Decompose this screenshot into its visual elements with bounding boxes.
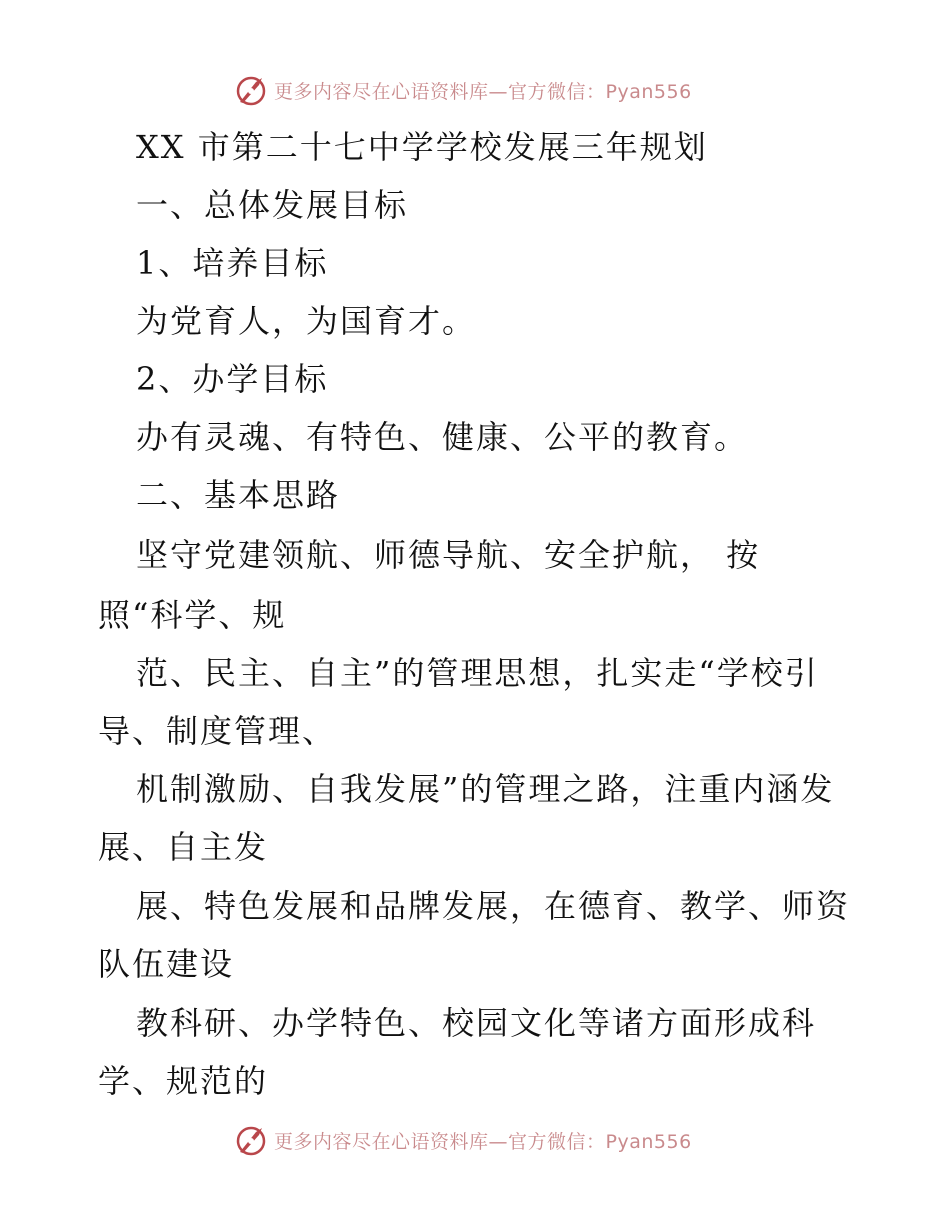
paragraph-line: 学、规范的 xyxy=(98,1062,269,1100)
paragraph-line: 照“科学、规 xyxy=(98,596,287,634)
watermark-banner-top xyxy=(234,72,692,108)
heading-overall-goals: 一、总体发展目标 xyxy=(136,186,409,224)
pen-logo-icon xyxy=(234,1122,270,1158)
paragraph-line: 队伍建设 xyxy=(98,945,235,983)
paragraph-line: 教科研、办学特色、校园文化等诸方面形成科 xyxy=(136,1004,817,1042)
paragraph-line: 展、自主发 xyxy=(98,828,269,866)
paragraph-line: 办有灵魂、有特色、健康、公平的教育。 xyxy=(136,418,749,456)
paragraph-line: 导、制度管理、 xyxy=(98,712,337,750)
subheading-cultivation-goal: 1、培养目标 xyxy=(136,244,329,282)
document-title: XX 市第二十七中学学校发展三年规划 xyxy=(136,128,708,166)
watermark-banner-bottom xyxy=(234,1122,692,1158)
paragraph-line: 展、特色发展和品牌发展，在德育、教学、师资 xyxy=(136,887,851,925)
pen-logo-icon xyxy=(234,72,270,108)
paragraph-line: 坚守党建领航、师德导航、安全护航， 按 xyxy=(136,536,761,574)
watermark-text: 更多内容尽在心语资料库—官方微信：Pyan556 xyxy=(274,1130,692,1153)
paragraph-line: 为党育人，为国育才。 xyxy=(136,302,477,340)
watermark-text: 更多内容尽在心语资料库—官方微信：Pyan556 xyxy=(274,80,692,103)
subheading-school-goal: 2、办学目标 xyxy=(136,360,329,398)
heading-basic-approach: 二、基本思路 xyxy=(136,476,341,514)
paragraph-line: 机制激励、自我发展”的管理之路，注重内涵发 xyxy=(136,770,835,808)
paragraph-line: 范、民主、自主”的管理思想，扎实走“学校引 xyxy=(136,654,819,692)
